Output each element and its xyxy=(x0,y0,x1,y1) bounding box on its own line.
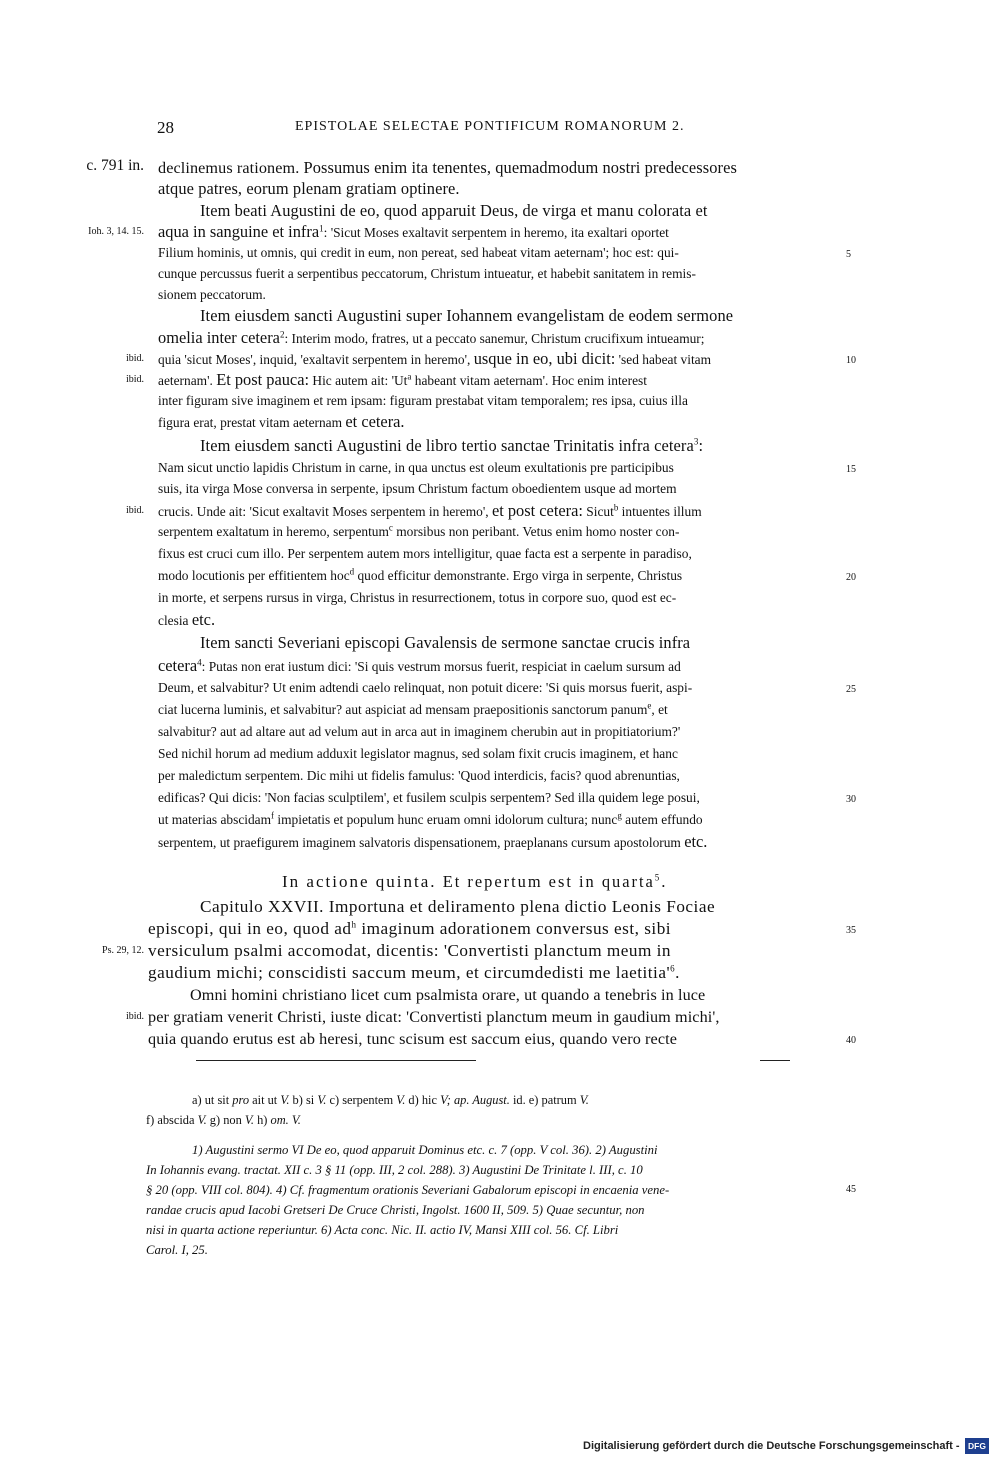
text-run: 1) Augustini sermo VI De eo, quod apparuit Dominus etc. c. 7 (opp. V col. 36). 2) Augustini xyxy=(192,1143,658,1157)
text-run: In actione quinta. xyxy=(282,872,443,891)
text-run: nisi in quarta actione reperiuntur. 6) Acta conc. Nic. II. actio IV, Mansi XIII col. 56. Cf. Libri xyxy=(146,1223,619,1237)
margin-ref: Ioh. 3, 14. 15. xyxy=(88,226,144,237)
text-run: . xyxy=(675,963,680,982)
text-run: per gratiam venerit Christi, iuste dicat: 'Convertisti planctum meum in gaudium michi', xyxy=(148,1008,720,1026)
text-run: aeternam'. xyxy=(158,373,217,388)
text-run: pro xyxy=(232,1093,250,1107)
text-line xyxy=(158,832,707,852)
text-run: salvabitur? aut ad altare aut ad velum aut in arca aut in imaginem cherubin aut in propitiatorium?' xyxy=(158,724,681,739)
note-mark: f xyxy=(271,810,275,821)
footnote-rule-short xyxy=(760,1060,790,1061)
text-run: Nam sicut unctio lapidis Christum in carne, in qua unctus est oleum exultationis pre participibus xyxy=(158,460,674,475)
margin-ref: ibid. xyxy=(125,1011,144,1022)
text-run: d) hic xyxy=(405,1093,441,1107)
text-line xyxy=(158,544,692,564)
text-run: , et xyxy=(651,702,668,717)
text-run: suis, ita virga Mose conversa in serpente, ipsum Christum factum oboedientem usque ad mortem xyxy=(158,481,677,496)
note-mark: g xyxy=(617,810,622,821)
note-mark: 2 xyxy=(279,329,285,340)
line-number: 10 xyxy=(846,355,856,366)
note-mark: 3 xyxy=(693,436,699,447)
text-run: Possumus enim ita tenentes, quemadmodum nostri predecessores xyxy=(303,158,737,177)
text-run: versiculum psalmi accomodat, dicentis: 'Convertisti planctum meum in xyxy=(148,941,672,960)
text-run: Et post pauca: xyxy=(216,370,310,389)
text-run: V. xyxy=(396,1093,406,1107)
footnote-line xyxy=(146,1180,669,1200)
text-run: a) ut sit xyxy=(192,1093,233,1107)
text-run: modo locutionis per effitientem hoc xyxy=(158,568,350,583)
text-run: : Interim modo, fratres, ut a peccato sanemur, Christum crucifixum intueamur; xyxy=(284,331,705,346)
note-mark: 1 xyxy=(319,223,324,234)
line-number: 35 xyxy=(846,925,856,936)
margin-ref: ibid. xyxy=(125,374,144,385)
text-run: intuentes illum xyxy=(618,504,702,519)
text-run: inter figuram sive imaginem et rem ipsam: figuram prestabat vitam temporalem; res ipsa, cuius illa xyxy=(158,393,688,408)
text-run: V. xyxy=(244,1113,254,1127)
text-line xyxy=(148,963,680,983)
text-line xyxy=(158,810,703,830)
text-run: c) serpentem xyxy=(326,1093,397,1107)
text-line xyxy=(158,744,678,764)
text-run: : 'Sicut Moses exaltavit serpentem in heremo, ita exaltari oportet xyxy=(323,225,669,240)
footnote-line xyxy=(146,1220,618,1240)
note-mark: d xyxy=(349,566,355,577)
running-title: EPISTOLAE SELECTAE PONTIFICUM ROMANORUM 2. xyxy=(295,119,685,134)
page-number: 28 xyxy=(157,118,174,137)
text-run: autem effundo xyxy=(621,812,703,827)
text-line xyxy=(158,700,668,720)
text-run: V. xyxy=(197,1113,207,1127)
margin-ref: c. 791 in. xyxy=(86,157,144,174)
margin-ref: ibid. xyxy=(125,353,144,364)
note-mark: c xyxy=(388,522,393,533)
footnote-line xyxy=(146,1160,643,1180)
text-run: imaginum adorationem conversus est, sibi xyxy=(356,919,672,938)
text-run: serpentem exaltatum in heremo, serpentum xyxy=(158,524,389,539)
text-line xyxy=(158,222,669,242)
text-line xyxy=(158,501,702,521)
text-run: morsibus non peribant. Vetus enim homo noster con- xyxy=(392,524,680,539)
note-mark: b xyxy=(613,502,619,513)
text-run: Sed nichil horum ad medium adduxit legislator magnus, sed solam fixit crucis imaginem, et hanc xyxy=(158,746,678,761)
text-run: declinemus rationem. xyxy=(158,159,304,177)
text-run: edificas? Qui dicis: 'Non facias sculptilem', et fusilem sculpis serpentem? Sed illa quidem lege posui, xyxy=(158,790,700,805)
text-run: b) si xyxy=(289,1093,318,1107)
text-run: id. e) patrum xyxy=(509,1093,580,1107)
text-run: Filium hominis, ut omnis, qui credit in eum, non pereat, sed habeat vitam aeternam'; hoc est: qui- xyxy=(158,245,679,260)
text-run: ciat lucerna luminis, et salvabitur? aut aspiciat ad mensam praepositionis sanctorum panum xyxy=(158,702,648,717)
text-line xyxy=(148,919,671,939)
text-line xyxy=(158,458,674,478)
text-line xyxy=(158,766,680,786)
margin-ref: ibid. xyxy=(125,505,144,516)
text-run: in morte, et serpens rursus in virga, Christus in resurrectionem, totus in corpore suo, quod est ec- xyxy=(158,590,677,605)
text-run: In Iohannis evang. tractat. XII c. 3 § 11 (opp. III, 2 col. 288). 3) Augustini De Trinitate l. III, c. 10 xyxy=(146,1163,643,1177)
text-run: ut materias abscidam xyxy=(158,812,272,827)
text-run: V; ap. August. xyxy=(440,1093,510,1107)
text-run: Capitulo XXVII. Importuna et deliramento plena dictio Leonis Fociae xyxy=(200,897,716,916)
text-run: Hic autem ait: 'Ut xyxy=(309,373,408,388)
footnote-line xyxy=(192,1090,589,1110)
text-line xyxy=(158,788,700,808)
text-run: cetera xyxy=(158,656,198,675)
text-line xyxy=(158,722,680,742)
text-run: quia quando erutus est ab heresi, tunc scisum est saccum eius, quando vero recte xyxy=(148,1030,677,1048)
text-line xyxy=(158,179,460,199)
text-run: Omni homini christiano licet cum psalmista orare, ut quando a tenebris in luce xyxy=(190,986,706,1004)
line-number: 15 xyxy=(846,464,856,475)
text-run: V. xyxy=(280,1093,290,1107)
text-line xyxy=(158,370,647,390)
text-run: serpentem, ut praefigurem imaginem salvatoris dispensationem, praeplanans cursum apostolorum xyxy=(158,835,685,850)
text-run: Et repertum est in quarta xyxy=(442,872,655,891)
text-line xyxy=(158,566,682,586)
text-run: episcopi, qui in eo, quod ad xyxy=(148,919,352,938)
text-run: f) abscida xyxy=(146,1113,198,1127)
text-line xyxy=(200,436,703,456)
text-line xyxy=(158,158,737,178)
footnote-line xyxy=(146,1110,301,1130)
margin-ref: Ps. 29, 12. xyxy=(102,945,144,956)
text-run: Sicut xyxy=(582,504,614,519)
text-run: quia 'sicut Moses', inquid, 'exaltavit serpentem in heremo', xyxy=(158,352,474,367)
text-line xyxy=(158,656,681,676)
text-run: etc. xyxy=(684,832,708,851)
running-head xyxy=(145,118,845,142)
text-run: et post cetera: xyxy=(491,501,583,520)
section-heading xyxy=(282,872,668,892)
text-line xyxy=(148,1029,677,1049)
dfg-logo: DFG xyxy=(965,1438,989,1454)
text-line xyxy=(148,1007,720,1027)
text-line xyxy=(190,985,705,1005)
text-run: gaudium michi; conscidisti saccum meum, et circumdedisti me laetitia' xyxy=(148,963,671,982)
text-run: Item beati Augustini de eo, quod apparuit Deus, de virga et manu colorata et xyxy=(200,201,708,220)
text-line xyxy=(148,941,671,961)
text-run: etc. xyxy=(191,610,216,629)
text-line xyxy=(158,678,692,698)
text-line xyxy=(158,243,679,263)
text-line xyxy=(158,264,696,284)
text-line xyxy=(158,412,405,432)
note-mark: h xyxy=(351,919,357,930)
text-run: om. V. xyxy=(270,1113,301,1127)
text-run: et cetera. xyxy=(345,412,405,431)
text-run: Carol. I, 25. xyxy=(146,1243,208,1257)
note-mark: e xyxy=(647,700,652,711)
text-run: cunque percussus fuerit a serpentibus peccatorum, Christum intueatur, et habebit sanitatem in remis- xyxy=(158,266,696,281)
text-run: h) xyxy=(253,1113,271,1127)
text-run: g) non xyxy=(206,1113,245,1127)
text-run: Deum, et salvabitur? Ut enim adtendi caelo relinquat, non potuit dicere: 'Si quis morsus fuerit, aspi- xyxy=(158,680,693,695)
text-run: ait ut xyxy=(249,1093,281,1107)
text-run: Item sancti Severiani episcopi Gavalensis de sermone sanctae crucis infra xyxy=(200,633,691,652)
text-line xyxy=(158,479,677,499)
text-run: clesia xyxy=(158,613,192,628)
text-run: habeant vitam aeternam'. Hoc enim interest xyxy=(411,373,647,388)
text-line xyxy=(200,306,733,326)
note-mark: a xyxy=(407,371,412,382)
text-run: fixus est cruci cum illo. Per serpentem autem mors intelligitur, quae facta est a serpente in paradiso, xyxy=(158,546,692,561)
line-number: 40 xyxy=(846,1035,856,1046)
text-run: aqua in sanguine et infra xyxy=(158,222,320,241)
line-number: 5 xyxy=(846,249,851,260)
text-line xyxy=(200,633,690,653)
note-mark: 5 xyxy=(654,872,662,883)
footnote-line xyxy=(146,1200,645,1220)
text-line xyxy=(158,391,688,411)
footnote-rule xyxy=(196,1060,476,1061)
text-line xyxy=(158,285,266,305)
note-mark: 4 xyxy=(197,657,202,668)
line-number: 20 xyxy=(846,572,856,583)
text-run: Item eiusdem sancti Augustini super Iohannem evangelistam de eodem sermone xyxy=(200,306,734,325)
text-run: sionem peccatorum. xyxy=(158,287,266,302)
text-run: § 20 (opp. VIII col. 804). 4) Cf. fragmentum orationis Severiani Gabalorum episcopi in encaenia vene- xyxy=(146,1183,670,1197)
text-run: crucis. Unde ait: 'Sicut exaltavit Moses serpentem in heremo', xyxy=(158,504,492,519)
text-run: impietatis et populum hunc eruam omni idolorum cultura; nunc xyxy=(274,812,618,827)
line-number: 30 xyxy=(846,794,856,805)
text-run: V. xyxy=(579,1093,589,1107)
text-line xyxy=(158,349,711,369)
text-line xyxy=(158,588,676,608)
line-number: 45 xyxy=(846,1184,856,1195)
text-line xyxy=(200,897,715,917)
text-line xyxy=(200,201,708,221)
text-line xyxy=(158,610,215,630)
text-run: figura erat, prestat vitam aeternam xyxy=(158,415,346,430)
text-line xyxy=(158,328,704,348)
line-number: 25 xyxy=(846,684,856,695)
footnote-line xyxy=(192,1140,658,1160)
text-run: randae crucis apud Iacobi Gretseri De Cruce Christi, Ingolst. 1600 II, 509. 5) Quae secuntur, non xyxy=(146,1203,645,1217)
text-run: per maledictum serpentem. Dic mihi ut fidelis famulus: 'Quod interdicis, facis? quod abrenuntias, xyxy=(158,768,680,783)
text-run: 'sed habeat vitam xyxy=(615,352,712,367)
text-run: atque patres, eorum plenam gratiam optinere. xyxy=(158,179,460,198)
note-mark: 6 xyxy=(670,963,676,974)
text-run: quod efficitur demonstrante. Ergo virga in serpente, Christus xyxy=(354,568,683,583)
digitization-credit: Digitalisierung gefördert durch die Deutsche Forschungsgemeinschaft - xyxy=(583,1440,960,1452)
text-run: V. xyxy=(317,1093,327,1107)
text-run: usque in eo, ubi dicit: xyxy=(473,349,616,368)
text-line xyxy=(158,522,679,542)
text-run: : xyxy=(698,436,704,455)
text-run: omelia inter cetera xyxy=(158,328,280,347)
text-run: : Putas non erat iustum dici: 'Si quis vestrum morsus fuerit, respiciat in caelum sursum ad xyxy=(201,659,681,674)
footnote-line xyxy=(146,1240,208,1260)
text-run: . xyxy=(661,872,668,891)
text-run: Item eiusdem sancti Augustini de libro tertio sanctae Trinitatis infra cetera xyxy=(200,436,694,455)
